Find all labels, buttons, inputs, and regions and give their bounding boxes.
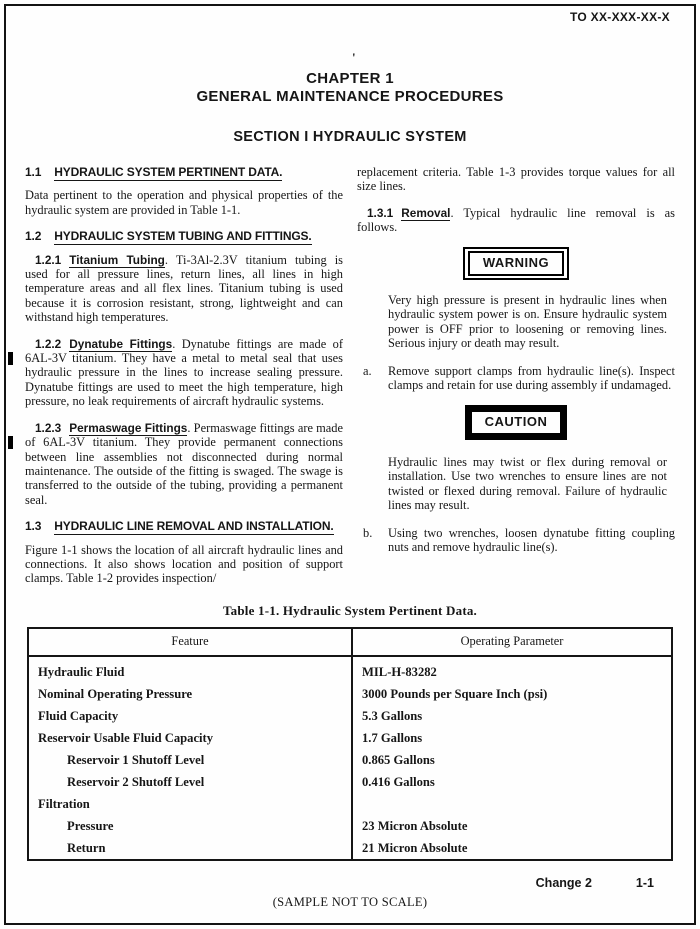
- left-column: [25, 165, 343, 598]
- heading-1-1-number: 1.1: [25, 165, 42, 179]
- pertinent-data-table-body: [28, 656, 672, 860]
- paragraph-1-2-3-number: 1.2.3: [35, 420, 62, 435]
- step-b: [357, 526, 675, 555]
- change-bar: [8, 352, 13, 365]
- step-a-text: Remove support clamps from hydraulic line(s). Inspect clamps and retain for use during assembly if undamaged.: [388, 363, 675, 393]
- operating-parameter-cell: MIL-H-83282: [362, 664, 437, 679]
- paragraph-1-3-1: [357, 206, 675, 235]
- paragraph-1-3-1-number: 1.3.1: [367, 205, 394, 220]
- feature-cell: Nominal Operating Pressure: [28, 683, 352, 705]
- table-title: Table 1-1. Hydraulic System Pertinent Data.: [222, 602, 478, 618]
- operating-parameter-cell: 1.7 Gallons: [362, 730, 423, 745]
- paragraph-1-2-3-title: Permaswage Fittings: [69, 420, 188, 435]
- table-row: [28, 683, 672, 705]
- operating-parameter-cell: 5.3 Gallons: [362, 708, 423, 723]
- table-row: [28, 771, 672, 793]
- paragraph-1-2-1-number: 1.2.1: [35, 252, 62, 267]
- heading-1-2: [25, 229, 343, 243]
- change-bar: [8, 436, 13, 449]
- continuation-paragraph: replacement criteria. Table 1-3 provides torque values for all size lines.: [357, 165, 675, 194]
- warning-label: WARNING: [468, 251, 564, 275]
- heading-1-1-title: HYDRAULIC SYSTEM PERTINENT DATA.: [54, 165, 283, 179]
- scan-artifact-mark: ': [352, 50, 356, 65]
- paragraph-1-3-1-text: . Typical hydraulic line removal is as follows.: [357, 205, 675, 235]
- feature-cell: Pressure: [28, 815, 352, 837]
- paragraph-1-2-3: [25, 421, 343, 507]
- change-notice: Change 2: [535, 876, 592, 890]
- operating-parameter-cell: 0.865 Gallons: [362, 752, 435, 767]
- pertinent-data-table: [27, 627, 673, 861]
- feature-cell: Reservoir 2 Shutoff Level: [28, 771, 352, 793]
- paragraph-1-2-1-text: . Ti-3Al-2.3V titanium tubing is used for all pressure lines, return lines, all lines in high temperature areas and all flex lines. Titanium tubing is used because it is corrosion resistant, strong, lightweight and can withstand high temperatures.: [25, 252, 344, 325]
- paragraph-1-2-2-text: . Dynatube fittings are made of 6AL-3V titanium. They have a metal to metal seal that uses hydraulic pressure in the lines to increase sealing pressure. Dynatube fittings are used to meet the high temperature, high pressure, no leak requirements of aircraft hydraulic systems.: [25, 336, 343, 409]
- feature-cell: Reservoir Usable Fluid Capacity: [28, 727, 352, 749]
- paragraph-1-1: Data pertinent to the operation and physical properties of the hydraulic system are provided in Table 1-1.: [25, 188, 343, 217]
- paragraph-1-3-1-title: Removal: [401, 205, 451, 220]
- feature-cell: Return: [28, 837, 352, 860]
- table-row: [28, 749, 672, 771]
- page-number: 1-1: [635, 876, 654, 890]
- step-a-label: a.: [363, 363, 372, 378]
- column-header-feature: Feature: [28, 628, 352, 656]
- operating-parameter-cell: 0.416 Gallons: [362, 774, 435, 789]
- paragraph-1-2-1: [25, 253, 343, 325]
- right-column: [357, 165, 675, 598]
- heading-1-3-title: HYDRAULIC LINE REMOVAL AND INSTALLATION.: [54, 519, 334, 534]
- operating-parameter-cell: 21 Micron Absolute: [362, 840, 468, 855]
- caution-label: CAUTION: [484, 414, 548, 430]
- feature-cell: Reservoir 1 Shutoff Level: [28, 749, 352, 771]
- paragraph-1-2-2-number: 1.2.2: [35, 336, 62, 351]
- heading-1-3: [25, 519, 343, 533]
- operating-parameter-cell: 23 Micron Absolute: [362, 818, 468, 833]
- table-row: [28, 837, 672, 860]
- caution-box: [465, 405, 568, 439]
- doc-number: TO XX-XXX-XX-X: [569, 10, 670, 24]
- table-row: [28, 793, 672, 815]
- table-row: [28, 656, 672, 683]
- two-column-body: [0, 165, 700, 598]
- operating-parameter-cell: [352, 793, 672, 815]
- feature-cell: Filtration: [28, 793, 352, 815]
- caution-text: Hydraulic lines may twist or flex during removal or installation. Use two wrenches to ensure lines are not twisted or flexed during removal. Failure of hydraulic lines may result.: [388, 454, 667, 513]
- heading-1-2-number: 1.2: [25, 229, 42, 244]
- paragraph-1-2-2: [25, 337, 343, 409]
- step-b-label: b.: [363, 525, 373, 540]
- operating-parameter-cell: 3000 Pounds per Square Inch (psi): [362, 686, 548, 701]
- paragraph-1-3: Figure 1-1 shows the location of all aircraft hydraulic lines and connections. It also shows location and position of support clamps. Table 1-2 provides inspection/: [25, 542, 343, 586]
- footer-right: [536, 876, 654, 890]
- warning-text: Very high pressure is present in hydraulic lines when hydraulic system power is on. Ensure hydraulic system power is OFF prior to loosening or removing lines. Serious injury or death may result.: [388, 293, 667, 351]
- feature-cell: Fluid Capacity: [28, 705, 352, 727]
- paragraph-1-2-1-title: Titanium Tubing: [69, 252, 165, 267]
- heading-1-3-number: 1.3: [25, 519, 42, 534]
- table-row: [28, 705, 672, 727]
- sample-note: (SAMPLE NOT TO SCALE): [272, 895, 428, 909]
- warning-box: [463, 247, 568, 280]
- chapter-label: CHAPTER 1: [306, 70, 394, 87]
- column-header-operating-parameter: Operating Parameter: [352, 628, 672, 656]
- heading-1-2-title: HYDRAULIC SYSTEM TUBING AND FITTINGS.: [54, 229, 312, 244]
- step-b-text: Using two wrenches, loosen dynatube fitting coupling nuts and remove hydraulic line(s).: [388, 525, 675, 554]
- paragraph-1-2-2-title: Dynatube Fittings: [69, 336, 173, 351]
- step-a: [357, 364, 675, 393]
- table-row: [28, 727, 672, 749]
- heading-1-1: [25, 165, 343, 179]
- table-row: [28, 815, 672, 837]
- table-header: [28, 628, 672, 656]
- paragraph-1-2-3-text: . Permaswage fittings are made of 6AL-3V titanium. They provide permanent connections between line assemblies not disconnected during normal maintenance. The outside of the fitting is swaged. The swage is transferred to the outside of the tubing, providing a permanent seal.: [25, 420, 343, 507]
- feature-cell: Hydraulic Fluid: [28, 656, 352, 683]
- chapter-title: GENERAL MAINTENANCE PROCEDURES: [196, 87, 504, 105]
- section-heading: SECTION I HYDRAULIC SYSTEM: [233, 129, 467, 145]
